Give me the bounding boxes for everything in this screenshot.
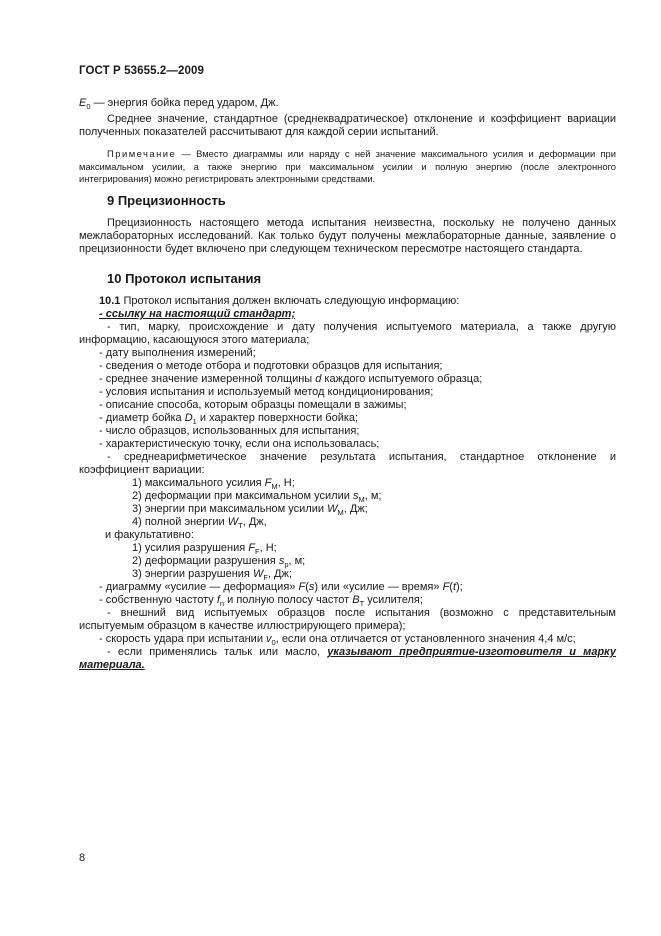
- note-paragraph: Примечание — Вместо диаграммы или наряду с ней значение максимального усилия и деформации при максимальном усилии, а также энергию при максимальном усилии и полную энергию (после электронного интегрирования) можно регистрировать электронными средствами.: [79, 148, 616, 184]
- section-9-title: 9 Прецизионность: [107, 193, 226, 208]
- section-10-body: [79, 295, 616, 672]
- mandatory-item: 2) деформации при максимальном усилии $s_M$, м;: [132, 490, 382, 505]
- list-item: - тип, марку, происхождение и дату получения испытуемого материала, а также другую информацию, касающуюся этого материала;: [79, 321, 616, 346]
- list-item: - дату выполнения измерений;: [99, 347, 256, 359]
- list-item-frequency: - собственную частоту $f_n$ и полную полосу частот $B_T$ усилителя;: [99, 594, 423, 609]
- document-code-header: ГОСТ Р 53655.2—2009: [79, 65, 204, 77]
- mandatory-item: 3) энергии при максимальном усилии $W_M$, Дж;: [132, 503, 368, 518]
- list-item-talc: - если применялись тальк или масло, указывают предприятие-изготовителя и марку материала.: [79, 646, 616, 671]
- list-item-standard-reference: - ссылку на настоящий стандарт;: [99, 308, 296, 320]
- mandatory-item: 4) полной энергии $W_T$, Дж,: [132, 516, 267, 531]
- precision-paragraph: Прецизионность настоящего метода испытания неизвестна, поскольку не получено данных межлабораторных исследований. Как только будут получены межлабораторные данные, заявление о прецизионности будет включено при следующем техническом пересмотре настоящего стандарта.: [79, 217, 616, 255]
- optional-item: 3) энергии разрушения $W_F$, Дж;: [132, 568, 292, 583]
- list-item-diagram: - диаграмму «усилие — деформация» F(s) или «усилие — время» F(t);: [99, 581, 463, 593]
- clause-10-1: 10.1 Протокол испытания должен включать следующую информацию:: [99, 295, 460, 307]
- list-item: - среднеарифметическое значение результата испытания, стандартное отклонение и коэффициент вариации:: [79, 451, 616, 476]
- list-item: - сведения о методе отбора и подготовки образцов для испытания;: [99, 360, 443, 372]
- optional-item: 2) деформации разрушения $s_р$, м;: [132, 555, 306, 570]
- optional-intro: и факультативно:: [105, 529, 194, 541]
- mandatory-item: 1) максимального усилия $F_M$, Н;: [132, 477, 295, 492]
- section-9-body: [79, 217, 616, 256]
- statistics-paragraph: Среднее значение, стандартное (среднеквадратическое) отклонение и коэффициент вариации полученных показателей рассчитывают для каждой серии испытаний.: [79, 113, 616, 138]
- optional-item: 1) усилия разрушения $F_F$, Н;: [132, 542, 277, 557]
- list-item-diameter: - диаметр бойка $D_1$ и характер поверхности бойка;: [99, 412, 359, 427]
- e0-definition: $E_0$ — энергия бойка перед ударом, Дж.: [79, 97, 279, 112]
- list-item: - число образцов, использованных для испытания;: [99, 425, 360, 437]
- list-item-appearance: - внешний вид испытуемых образцов после испытания (возможно с представительным испытуемым образцом в качестве иллюстрирующего примера);: [79, 607, 616, 632]
- intro-block: [79, 97, 616, 186]
- page-number: 8: [79, 852, 86, 864]
- list-item-thickness: - среднее значение измеренной толщины d каждого испытуемого образца;: [99, 373, 483, 385]
- list-item: - описание способа, которым образцы помещали в зажимы;: [99, 399, 407, 411]
- section-10-title: 10 Протокол испытания: [107, 271, 262, 286]
- note-label: Примечание: [107, 148, 177, 159]
- list-item: - характеристическую точку, если она использовалась;: [99, 438, 380, 450]
- list-item-speed: - скорость удара при испытании $v_0$, если она отличается от установленного значения 4,4 м/с;: [99, 633, 576, 648]
- list-item: - условия испытания и используемый метод кондиционирования;: [99, 386, 434, 398]
